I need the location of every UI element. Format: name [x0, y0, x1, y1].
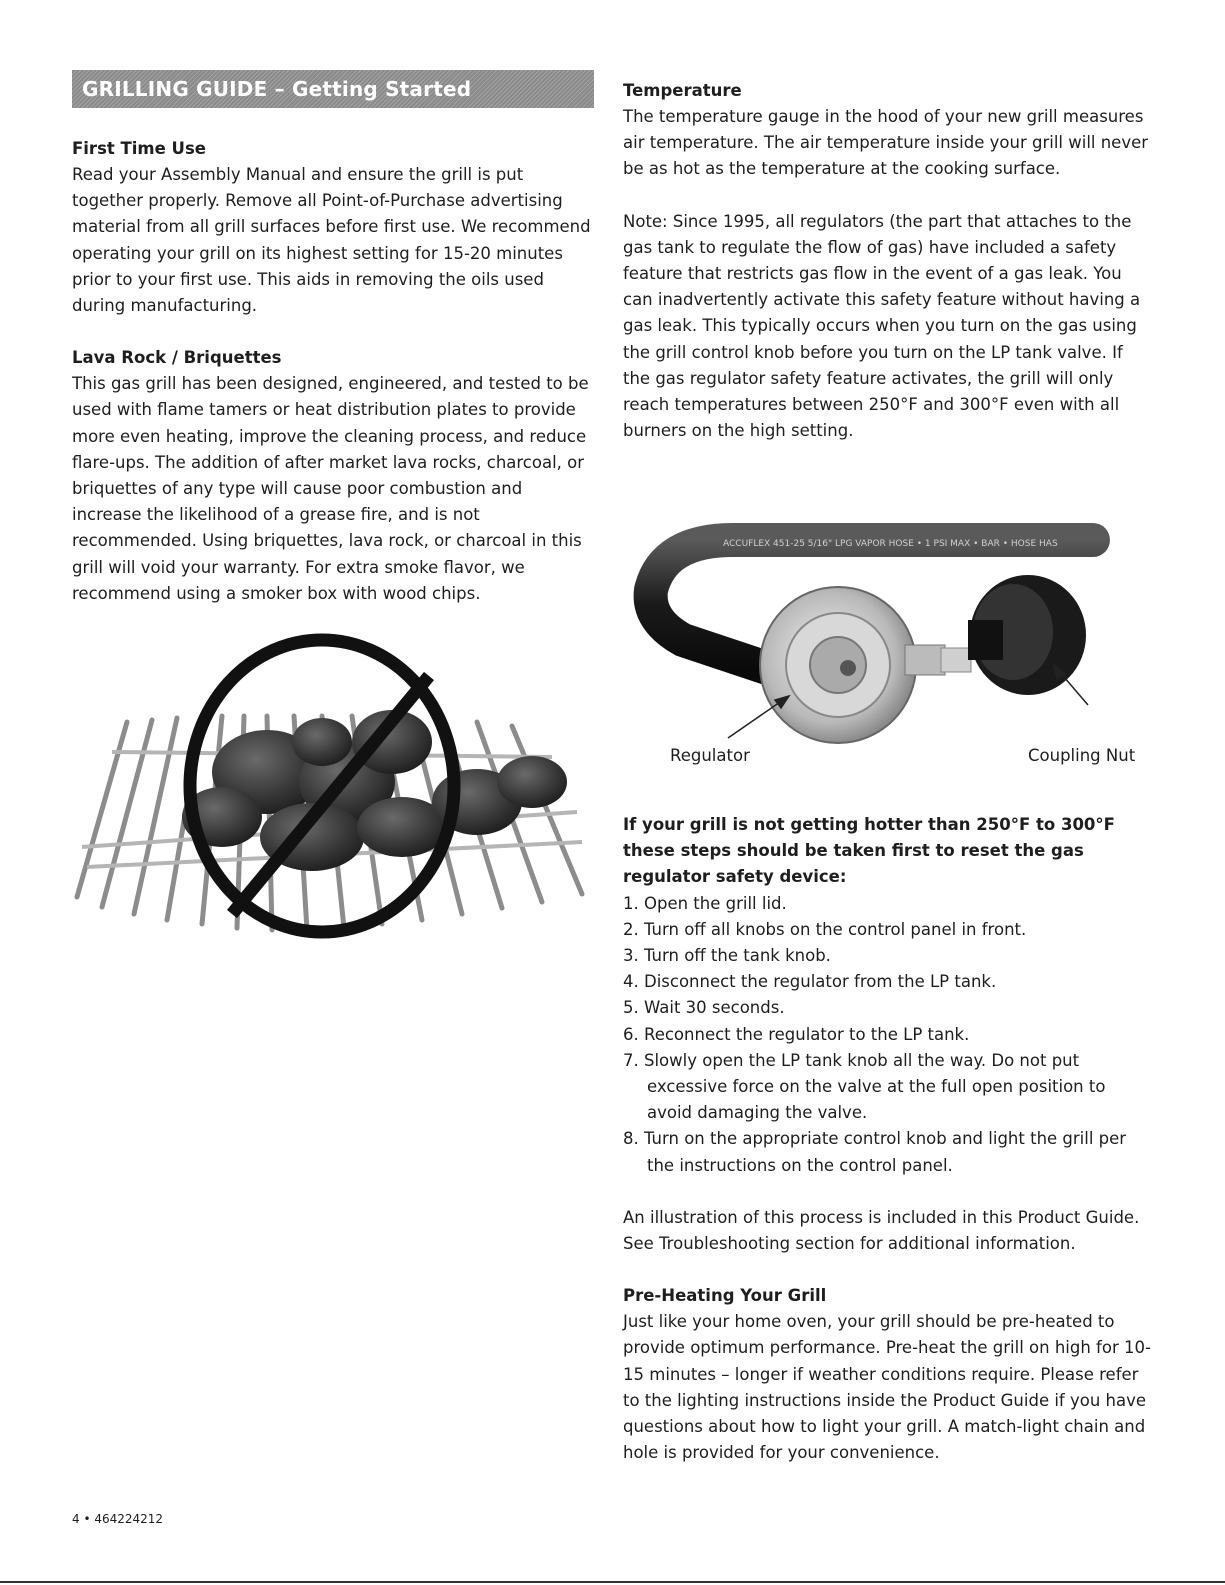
temperature-text: The temperature gauge in the hood of your new grill measures air temperature. The air temperature inside your grill will never be as hot as the temperature at the cooking surface. — [623, 107, 1149, 179]
right-column-bottom — [623, 812, 1153, 1466]
page-footer: 4 • 464224212 — [72, 1512, 164, 1526]
reset-steps — [623, 891, 1153, 1179]
lava-rock-heading: Lava Rock / Briquettes — [72, 348, 282, 368]
temperature-heading: Temperature — [623, 81, 742, 100]
list-item: 2. Turn off all knobs on the control panel in front. — [623, 919, 1027, 939]
illustration-note: An illustration of this process is included in this Product Guide. See Troubleshooting section for additional information. — [623, 1207, 1140, 1254]
list-item: 7. Slowly open the LP tank knob all the way. Do not put excessive force on the valve at the full open position to avoid damaging the valve. — [623, 1050, 1106, 1123]
left-column — [72, 70, 596, 607]
coupling-nut — [968, 575, 1086, 695]
first-time-use-text: Read your Assembly Manual and ensure the grill is put together properly. Remove all Point-of-Purchase advertising material from all grill surfaces before first use. We recommend operating your grill on its highest setting for 15-20 minutes prior to your first use. This aids in removing the oils used during manufacturing. — [72, 165, 591, 316]
hose-printing: ACCUFLEX 451-25 5/16" LPG VAPOR HOSE • 1 PSI MAX • BAR • HOSE HAS — [723, 539, 1058, 549]
list-item: 8. Turn on the appropriate control knob and light the grill per the instructions on the control panel. — [623, 1129, 1127, 1175]
reset-intro: If your grill is not getting hotter than 250°F to 300°F these steps should be taken first to reset the gas regulator safety device: — [623, 815, 1115, 887]
regulator-body — [760, 587, 971, 743]
list-item: 1. Open the grill lid. — [623, 893, 787, 913]
preheating-heading: Pre-Heating Your Grill — [623, 1286, 827, 1306]
list-item: 5. Wait 30 seconds. — [623, 998, 785, 1018]
preheating-text: Just like your home oven, your grill should be pre-heated to provide optimum performance. Pre-heat the grill on high for 10-15 minutes – longer if weather conditions require. Please refer to the lighting instructions inside the Product Guide if you have questions about how to light your grill. A match-light chain and hole is provided for your convenience. — [623, 1312, 1151, 1463]
right-column-top — [623, 78, 1153, 444]
regulator-hose-illustration — [623, 520, 1153, 770]
regulator-label: Regulator — [670, 746, 750, 765]
bottom-rule — [0, 1581, 1225, 1583]
list-item: 3. Turn off the tank knob. — [623, 946, 831, 966]
first-time-use-heading: First Time Use — [72, 139, 206, 158]
regulator-note: Note: Since 1995, all regulators (the part that attaches to the gas tank to regulate the flow of gas) have included a safety feature that restricts gas flow in the event of a gas leak. You can inadvertently activate this safety feature without having a gas leak. This typically occurs when you turn on the gas using the grill control knob before you turn on the LP tank valve. If the gas regulator safety feature activates, the grill will only reach temperatures between 250°F and 300°F even with all burners on the high setting. — [623, 211, 1141, 441]
coupling-nut-label: Coupling Nut — [1028, 746, 1136, 765]
list-item: 6. Reconnect the regulator to the LP tank. — [623, 1024, 970, 1044]
list-item: 4. Disconnect the regulator from the LP tank. — [623, 972, 997, 992]
section-banner: GRILLING GUIDE – Getting Started — [72, 70, 594, 108]
no-lava-rock-illustration — [72, 632, 587, 947]
lava-rock-text: This gas grill has been designed, engineered, and tested to be used with flame tamers or heat distribution plates to provide more even heating, improve the cleaning process, and reduce flare-ups. The addition of after market lava rocks, charcoal, or briquettes of any type will cause poor combustion and increase the likelihood of a grease fire, and is not recommended. Using briquettes, lava rock, or charcoal in this grill will void your warranty. For extra smoke flavor, we recommend using a smoker box with wood chips. — [72, 374, 589, 603]
